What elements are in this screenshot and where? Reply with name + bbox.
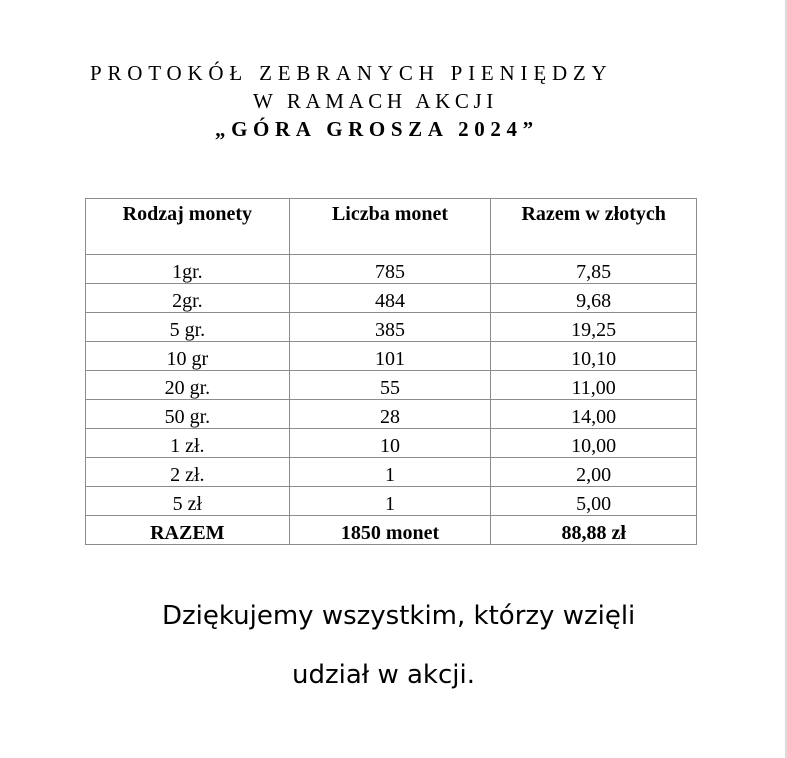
title-line-1: PROTOKÓŁ ZEBRANYCH PIENIĘDZY [90,61,613,85]
table-row [86,342,697,371]
table-row [86,313,697,342]
coin-type-cell: 10 gr [86,342,290,371]
coin-count-cell: 28 [289,400,491,429]
coin-type-cell: 1gr. [86,255,290,284]
thanks-line-1: Dziękujemy wszystkim, którzy wzięli [162,601,636,631]
total-cell: 10,00 [491,429,697,458]
coin-count-cell: 55 [289,371,491,400]
total-cell: 2,00 [491,458,697,487]
total-count-cell: 1850 monet [289,516,491,545]
header-coin-type: Rodzaj monety [86,199,290,255]
table-header-row [86,199,697,255]
thanks-line-2: udział w akcji. [292,660,475,690]
table-row [86,487,697,516]
table-row [86,284,697,313]
table-row [86,255,697,284]
header-coin-count: Liczba monet [289,199,491,255]
coin-type-cell: 20 gr. [86,371,290,400]
title-line-3: „GÓRA GROSZA 2024” [215,117,539,141]
coin-type-cell: 5 zł [86,487,290,516]
coin-summary-table [85,198,697,545]
total-label-cell: RAZEM [86,516,290,545]
coin-type-cell: 50 gr. [86,400,290,429]
coin-type-cell: 5 gr. [86,313,290,342]
coin-type-cell: 2 zł. [86,458,290,487]
total-cell: 14,00 [491,400,697,429]
table-row [86,400,697,429]
coin-type-cell: 1 zł. [86,429,290,458]
total-cell: 19,25 [491,313,697,342]
coin-count-cell: 10 [289,429,491,458]
total-cell: 10,10 [491,342,697,371]
total-cell: 11,00 [491,371,697,400]
table-row [86,429,697,458]
table-total-row [86,516,697,545]
coin-count-cell: 484 [289,284,491,313]
total-cell: 9,68 [491,284,697,313]
total-cell: 5,00 [491,487,697,516]
coin-count-cell: 785 [289,255,491,284]
header-total-pln: Razem w złotych [491,199,697,255]
coin-count-cell: 1 [289,487,491,516]
coin-type-cell: 2gr. [86,284,290,313]
title-line-2: W RAMACH AKCJI [253,89,498,113]
coin-count-cell: 385 [289,313,491,342]
coin-count-cell: 1 [289,458,491,487]
coin-count-cell: 101 [289,342,491,371]
table-row [86,458,697,487]
total-amount-cell: 88,88 zł [491,516,697,545]
table-row [86,371,697,400]
total-cell: 7,85 [491,255,697,284]
